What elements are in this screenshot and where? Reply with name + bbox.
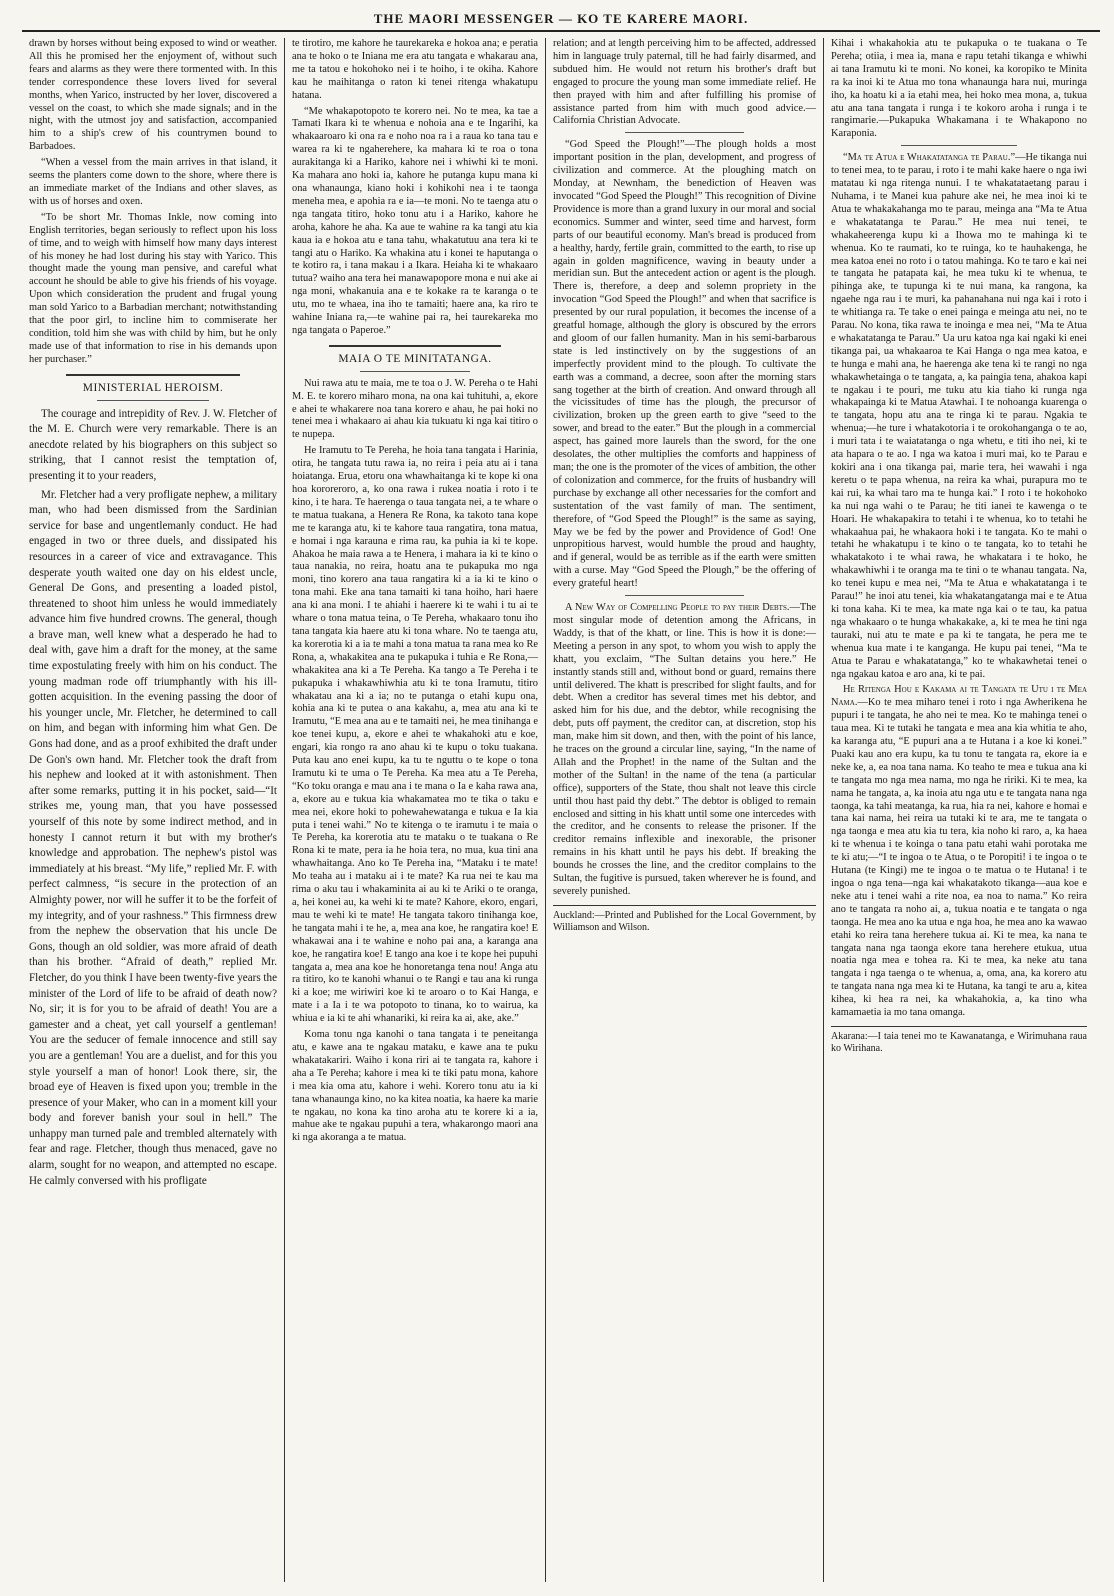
column-2: [284, 38, 545, 1582]
section-divider: [901, 145, 1016, 146]
col4-paragraph-2-body: —He tikanga nui to tenei mea, to te parau, i roto i te mahi kake haere o nga iwi matatau ki nga ritenga nunui. I te whakatataetang parau i Nuhama, i te Manei kua pahure ake nei, he mea inoi ki te Atua te whakakahanga mo te parau, meinga ana “Ma te Atua e whakatatanga te Parau.” He mea nui tenei, te whakaheerenga kupu ki a Ihowa mo te mahinga ki te whenua. Ko te raumati, ko te ruinga, ko te hauhakenga, he mea katoa enei no roto i o tatou mahinga. Ko te taro e kai nei te tangata he patapata kai, he mea tuku ki te whenua, te pihinga ake, te tupunga ki te nui mana, ka rangona, ka ngaehe nga rau i te muri, ka pahanahana nui nga kai i roto i te whitianga ra. Te take o enei painga e meinga atu nei, no te Parau. No kona, tika rawa te inoinga e mea nei, “Ma te Atua e whakatatanga te Parau.” Ua uru katoa nga kai ngaki ki enei tikanga pai, ua whakaaroa te Kai Hanga o nga mea katoa, e te hunga e mahi ana, he haerenga ake tena ki te rangi no nga whakawhetainga o te tangata, a, ka paingia tena, ahakoa kapi te ngakau i te pouri, me tuku atu kia tiaho ki runga nga whakapainga ki te Matua Atawhai. I te nohoanga kuarenga o te tangata, hopu atu ana te ringa ki te parau. Ngakia te whenua;—he ture i whatakotoria i te orokohanganga o te ao, i muri tata i te waiatatanga o nga whetu, e titi iho nei, ki te ata hapara o te ao. I nga wa katoa i muri mai, ko te Parau e kokiri ana i ona tikanga pai, marie tera, hei wawahi i nga keretu o te papa whenua, na reira ka whai, purapura mo te kai rui, ka whai taro ma te hunga kai.” I roto i te hokohoko ka nui nga wahi o te Parau; he titi ianei te kawenga o te Hoari. He whakapakira to tetahi i te whenua, ko to tetahi he whakaahua pai, he whakaora hoki i te tangata. Ko te mahi o tetahi he whakatupu i te kino o te tangata, ko to tetahi he whakatakoto i te whai rawa, he whakatara i te hoko, he whakawhiwhi i te oranga ma te tini o te whanau tangata. Na, ko tenei kupu e mea nei, “Ma te Atua e whakatatanga i te Parau!” he inoi atu tenei, kia whakatangatanga mai e te Atua ki tona kaha. Ki te mea, ka mate nga kai o te tau, ka patua nga whakaaro o te hunga whakakake, a, ki te mea he tini nga tauraki, nui atu te mate e pa ki te tangata, he pera me te whenua kua mate i te kanganga. He kupu pai tenei, “Ma te Atua te Parau e whakatatanga,” ko te whakawhetai tenei o nga ngakau katoa e aro ana, ki te pai.: [831, 152, 1087, 680]
col1-paragraph-3: “To be short Mr. Thomas Inkle, now coming into English territories, began seriously to reflect upon his loss of time, and to weigh with himself how many days interest of his money he had lost during his stay with Yarico. This thought made the young man pensive, and careful what account he should be able to give his friends of his voyage. Upon which consideration the prudent and frugal young man sold Yarico to a Barbadian merchant; notwithstanding that the poor girl, to incline him to commiserate her condition, told him she was with child by him, but he only made use of that information to rise in his demands upon her purchaser.”: [29, 211, 277, 365]
col2-paragraph-2: “Me whakapotopoto te korero nei. No te mea, ka tae a Tamati Ikara ki te whenua e nohoia ana e te Ingarihi, ka whakaaroaro ki ona ra e noho noa ra i a raua ko tana tau e warea ra ki te ngaherehere, ka mahara ki te roa o tona aurakitanga ki a Hariko, kahore nei i whiwhi ki te moni. Ka mahara ano hoki ia, kahore he putanga kupu mana ki ona whanaunga, kiano hoki i kohikohi nea i te taonga meneha mea, e apohia ra e ia—te moni. No te taenga atu o nga tangata titiro, hoko tonu atu i a Hariko, kahore he aroha, kahore he aha. Ka aue te wahine ra ka tangi atu kia kaua ia e hokoa atu e tana tahu, whakatutuu ana tera ki te tangi atu o Hariko. Ka whakina atu i konei te haputanga o te kotiro ra, i tana makau i a Ikara. Heiaha ki te whakaaro tutua? waiho ana tera hei manawapopore mona e nui ake ai nga moni, whakanuia ana e te kokake ra te karanga o te utu, mo te whaea, ina iho te tamaiti; haere ana, ka riro te wahine Iniana ra,—te wahine pai ra, hei taurekareka mo nga tangata o Paperoe.”: [292, 105, 538, 336]
imprint-maori: Akarana:—I taia tenei mo te Kawanatanga, e Wirimuhana raua ko Wirihana.: [831, 1026, 1087, 1055]
section-divider: [625, 595, 743, 596]
section-divider: [66, 374, 240, 376]
column-4: [823, 38, 1094, 1582]
col3-paragraph-2: “God Speed the Plough!”—The plough holds a most important position in the plan, development, and progress of civilization and commerce. At the ploughing match on Monday, at Newnham, the benediction of Heaven was invocated “God Speed the Plough!” This recognition of Divine Providence is more than a grand luxury in our moral and social economics. Summer and winter, seed time and harvest, form parts of our beautiful economy. Man's bread is produced from a healthy, hardy, fertile grain, committed to the earth, to rise up again in golden magnificence, waving in beauty under a meridian sun. But the antecedent action or agent is the plough. There is, therefore, a deep and solemn propriety in the invocation “God Speed the Plough!” and when that sacrifice is presented by our rural population, it becomes the incense of a greatful homage, although the glory is obscured by the errors and gloom of our fallen humanity. Man in his semi-barbarous state is led instinctively on by the suggestions of an imperfectly provident mind to the plough. To cultivate the earth was a command, a decree, soon after the morning stars sang together at the birth of creation. And onward through all the vicissitudes of time has the plough, the precursor of civilization, broken up the green earth to give “seed to the sower, and bread to the eater.” But the plough in a commercial aspect, has gained more laurels than the sword, for the one desolates, the other multiplies the comforts and happiness of man; the one is the promoter of the vices of ambition, the other of colonization and commerce, for the fruits of husbandry will purchase by exchange all other necessaries for the comfort and sustentation of the vast family of man. The sentiment, therefore, of “God Speed the Plough!” is the same as saying, May we be fed by the power and Providence of God! One unpropitious harvest, would humble the proud and haughty, and if general, would be as terrible as if the earth were smitten with a curse. May “God Speed the Plough,” be the offering of every grateful heart!: [553, 139, 816, 590]
col2-paragraph-5: Koma tonu nga kanohi o tana tangata i te peneitanga atu, e kawe ana te ngakau mataku, e kawe ana te puku whakatakariri. Waiho i kona riri ai te tangata ra, kahore i aha a Te Pereha; kahore i mea ki te tiki patu mona, kahore i mea kia oma atu, kahore i wehi. Korero tonu atu ia ki tana whanaunga kino, no ka kitea noatia, ka haere ka marie te ngakau, no kona ka tino aroha atu te korere ki a ia, mahue ake te ngakau pupuhi a tera, whakarongo maori ana ki nga akoranga a te matua.: [292, 1029, 538, 1144]
col3-paragraph-1: relation; and at length perceiving him to be affected, addressed him in language truly paternal, till he had fairly disarmed, and subdued him. He would not return his brother's draft but engaged to procure the young man some immediate relief. He then prayed with him and after fulfilling his promise of assistance parted from him with much good advice.—California Christian Advocate.: [553, 38, 816, 127]
heading-underline: [97, 400, 209, 401]
col4-paragraph-3: [831, 684, 1087, 1020]
masthead-rule: [22, 30, 1100, 32]
col1-paragraph-2: “When a vessel from the main arrives in that island, it seems the planters come down to the shore, where there is an immediate market of the Indians and other slaves, as with us of horses and oxen.: [29, 157, 277, 207]
heading-underline: [360, 371, 471, 372]
col1-paragraph-5: Mr. Fletcher had a very profligate nephew, a military man, who had been dismissed from the Sardinian service for base and ungentlemanly conduct. He had engaged in two or three duels, and dissipated his resources in a career of vice and extravagance. This desperate youth waited one day on his eldest uncle, General De Gons, and presenting a loaded pistol, threatened to shoot him unless he would immediately advance him five hundred crowns. The general, though a brave man, well knew what a desperado he had to deal with, gave him a draft for the money, at the same time expostulating freely with him on his conduct. The young madman rode off triumphantly with his ill-gotten acquisition. In the evening passing the door of his younger uncle, Mr. Fletcher, he determined to call on him, and began with informing him what Gen. De Gons had done, and as a proof exhibited the draft under De Gon's own hand. Mr. Fletcher took the draft from his nephew and looked at it with astonishment. Then after some remarks, putting it in his pocket, said—“It strikes me, young man, that you have possessed yourself of this note by some indirect method, and in honesty I cannot return it but with my brother's knowledge and approbation. The nephew's pistol was immediately at his breast. “My life,” replied Mr. F. with perfect calmness, “is secure in the protection of an Almighty power, nor will he suffer it to be the forfeit of my integrity, and of your rashness.” This firmness drew from the nephew the observation that his uncle De Gons, though an old soldier, was more afraid of death than his brother. “Afraid of death,” replied Mr. Fletcher, do you think I have been twenty-five years the minister of the Lord of life to be afraid of death now? No, sir; it is for you to be afraid of death! You are a gamester and a cheat, yet call yourself a gentleman! You are the seducer of female innocence and still say you are a gentleman! You are a duelist, and for this you style yourself a man of honor! Look there, sir, the broad eye of Heaven is fixed upon you; tremble in the presence of your Maker, who can in a moment kill your body and forever banish your soul in hell.” The unhappy man turned pale and trembled alternately with fear and rage. Fletcher, though thus menaced, gave no alarm, sought for no weapon, and attempted no escape. He calmly conversed with his profligate: [29, 488, 277, 1187]
col1-paragraph-1: drawn by horses without being exposed to wind or weather. All this he promised her the enjoyment of, without such fears and alarms as they were there tormented with. In this tender correspondence these lovers lived for several months, when Yarico, instructed by her lover, discovered a vessel on the coast, to which she made signals; and in the night, with the utmost joy and satisfaction, accompanied him to a ship's crew of his countrymen bound to Barbadoes.: [29, 38, 277, 153]
col4-paragraph-2: [831, 152, 1087, 681]
column-1: [22, 38, 284, 1582]
col4-paragraph-1: Kihai i whakahokia atu te pukapuka o te tuakana o Te Pereha; otiia, i mea ia, mana e rapu tetahi tikanga e whiwhi ai tana Iramutu ki te moni. No konei, ka koropiko te Minita ra ka inoi ki te Atua mo tona whanaunga hara nui, muringa iho, ka hoatu ki a ia etahi mea, hei hoko mea mona, a, tukua atu ana tana tangata i runga i te kokoro aroha i runga i te rangimarie.—Pukapuka Whakamana i te Whakapono no Karaponia.: [831, 38, 1087, 140]
masthead: THE MAORI MESSENGER — KO TE KARERE MAORI.: [373, 11, 749, 26]
col3-paragraph-3: [553, 602, 816, 899]
heading-maia-o-te-minitatanga: MAIA O TE MINITATANGA.: [338, 352, 492, 365]
col4-paragraph-3-lead: He Ritenga Hou e Kakama ai te Tangata te Utu i te Mea Nama.: [831, 684, 1087, 709]
col4-paragraph-3-body: —Ko te mea miharo tenei i roto i nga Awherikena he pupuri i te tangata, he aho nei te mea. Ko te mahinga tenei o taua mea. Ki te tutaki he tangata e mea ana kia whitia te aho, ka karanga atu, “E pupuri ana a te Hutana i a koe ki konei.” Puaki kau ano era kupu, ka tu tonu te tangata ra, ekore ia e neke ke, a, ea noa tana nama. Ko teaho te mea e tukua ana ki te tangata mo nga mea nama, mo nga he ririki. Ki te mea, ka nama he tangata, a, ka inoia atu nga utu e te tangata nana nga taonga, ka tahi meatanga, ka rua, hia ra nei, kahore e homai e tana kai nama, hei reira ua tutaki ki te ara, me te tangata o nga taonga e mea atu kia tu tera, kia noho ki raro, a, ka haea ki te whenua i te koinga o tana patu etahi wahi porotaka me te ki atu;—“I te ingoa o te Atua, o te Poropiti! i te ingoa o te Hutana (te Kingi) me te ingoa o te matua o te Hutana! i te ingoa o nga tena—nga kai whakatakoto tikanga—aua koe e neke atu i tenei wahi a rite noa, ea noa to nama.” Ko reira ano te tangata ra noho ai, a, tukua noatia e te tangata o nga taonga. He mea ano ka utua e nga hoa, he mea ano ka wawao etahi ko reira tana herehere tukua ai. Ki te mea, ka nana te tangata nana nga taonga ekore tana herehere etukua, utua noatia nga mea e tohea ra. Ki te mea, ka neke atu tana tangata i nga taenga o te whenua, a, oma, ana, ka korero atu te tangata nana nga mea ki te Hutana, ka tangi te aru a, kitea kihea, ki hea ra nei, ka whakahokia, a, ka tino wha kamamaetia ia mo tana omanga.: [831, 697, 1087, 1019]
col2-paragraph-3: Nui rawa atu te maia, me te toa o J. W. Pereha o te Hahi M. E. te korero miharo mona, na ona kai tuhituhi, a, ekore e ahei te whakarere noa tana korero e ahau, he pai hoki no tenei mea i whakaaro ai ahau kia tukuatu ki nga kai titiro o te nupepa.: [292, 377, 538, 441]
col4-paragraph-2-lead: “Ma te Atua e Whakatatanga te Parau.”: [843, 152, 1016, 164]
heading-ministerial-heroism: MINISTERIAL HEROISM.: [82, 381, 224, 394]
col2-paragraph-1: te tirotiro, me kahore he taurekareka e hokoa ana; e peratia ana te hoko o te Iniana me era atu tangata e whakarau ana, me ta tatou e hokohoko nei i te hoiho, i te okiha. Kahore kau he maihitanga o raton ki tenei ritenga whakatupu hatana.: [292, 38, 538, 101]
columns: [22, 38, 1100, 1582]
col3-paragraph-3-lead: A New Way of Compelling People to pay their Debts.: [565, 602, 790, 614]
imprint-english: Auckland:—Printed and Published for the Local Government, by Williamson and Wilson.: [553, 905, 816, 934]
section-divider: [625, 132, 743, 133]
section-divider: [329, 345, 501, 347]
col1-paragraph-4: The courage and intrepidity of Rev. J. W. Fletcher of the M. E. Church were very remarkable. There is an anecdote related by his biographers on this subject so striking, that I cannot resist the temptation of, presenting it to your readers,: [29, 407, 277, 482]
column-3: [545, 38, 823, 1582]
col2-paragraph-4: He Iramutu to Te Pereha, he hoia tana tangata i Harinia, otira, he tangata tutu rawa ia, no reira i peia atu ai i tana hoiatanga. Erua, etoru ona whawhaitanga ki te kope ki ona hoa kororeroro, a, ko ona rawa i rukea noatia i roto i te kino, i te hara. Te haerenga o taua tangata nei, a te whare o te matua tuakana, a Henera Re Rona, ka takoto tana kope me te karanga atu, ki te kahore taua rangatira, tona matua, e homai i nga karauna e rima rau, ka puhia ia ki te kope. Ahakoa he maia rawa a te Henera, i mahara ia ki te kino o taua nanakia, no reira, hoatu ana te pukapuka mo nga moni, tino korero ana taua rangatira ki a ia ki te kino o tona mahi. Eke ana tana tamaiti ki tana hoiho, hari haere ana ki ana moni. I te ahiahi i haerere ki te wahi i tu ai te whare o tona matua teina, o Te Pereha, whakaaro tonu iho tana tangata kia haere atu ki tona whare. No te taenga atu, ka korerotia ki a ia te mahi a tona matua ta rana mea ko Re Rona, a, whakakitea ana te pukapuka i tuhia e Re Rona,—whakakitea ana ki a Te Pereha. Ka tango a Te Pereha i te pukapuka i whakawhiwhia atu ki te tona Iramutu, titiro whakatau ana ki a ia; no te putanga o etahi kupu ona, kohia ana ki te putea o ana kakahu, a, mea atu ana ki te Iramutu, “E mea ana au e te tamaiti nei, he mea tinihanga e koe tenei kupu, a, ekore e ahei te whakahoki atu e koe, engari, kia rongo ra ano ahau ki te kupu o toku tuakana. Puta kau ano enei kupu, ka tu te nguttu o te kope o tona Iramutu ki te uma o Te Pereha. Ka mea atu a Te Pereha, “Ko toku oranga e mau ana i te mana o Ia e kaha rawa ana, a, ekore au e tukua kia whakamatea mo te tika o taku e mea nei, ekore hoki to pohewahewatanga e tukua e Ia kia puta i tenei wahi.” No te kitenga o te iramutu i te maia o Te Pereha, ka korerotia atu te mataku o te tuakana o Re Rona ki te mate, pera ia he hoia tera, no mua, kua tini ana whawhaitanga. Ano ko Te Pereha ina, “Mataku i te mate! Mo teaha au i mataku ai i te mate? Ka rua nei te kau ma rima o aku tau i whakaminita ai au ki te Ariki o te oranga, a, hei konei au, ka wehi ki te mate? Kahore, ekoro, engari, mau te wehi ki te mate! He tangata takoro tinihanga koe, he tangata mahi i te he, a, mea ana koe, he rangatira koe! E whakawai ana i te wahine e noho pai ana, a karanga ana koe, he rangatira koe! E tango ana koe i te kope hei pupuhi tangata a, mea ana koe he honoretanga tena nou! Anga atu ra titiro, ko te kanohi whanui o te Rangi e tau ana ki runga ki a koe; me wiriwiri koe ki te aroaro o to Kai Hanga, e mate i a Ia i te wa potopoto to tinana, ko to wairua, ka whiua e ia ki te ahi whanariki, ki reira ka ai, ake, ake.”: [292, 445, 538, 1025]
col3-paragraph-3-body: —The most singular mode of detention among the Africans, in Waddy, is that of the khatt, or line. This is how it is done:—Meeting a person in any spot, to whom you wish to apply the khatt, you exclaim, “The Sultan detains you here.” He instantly stands still and, without bond or guard, remains there until delivered. The khatt is prescribed for slight faults, and for debt. When a creditor has several times met his debtor, and asked him for his due, and the debtor, while recognising the debt, puts off payment, the creditor can, at discretion, stop his man, make him sit down, and then, with the point of his lance, he traces on the ground a circular line, saying, “In the name of Allah and the Prophet! in the name of the Sultan and the mother of the Sultan! in the name of the tena (a particular office), supporters of the State, thou shalt not leave this circle until thou hast paid thy debt.” The debtor is obliged to remain enclosed and sitting in his khatt until some one intercedes with the creditor, and he consents to release the prisoner. If the creditor remains inflexible and inexorable, the prisoner remains in his khatt until he pays his debt. If breaking the bounds he crosses the line, and the creditor complains to the Sultan, the fugitive is pursued, taken wherever he is found, and severely punished.: [553, 602, 816, 897]
